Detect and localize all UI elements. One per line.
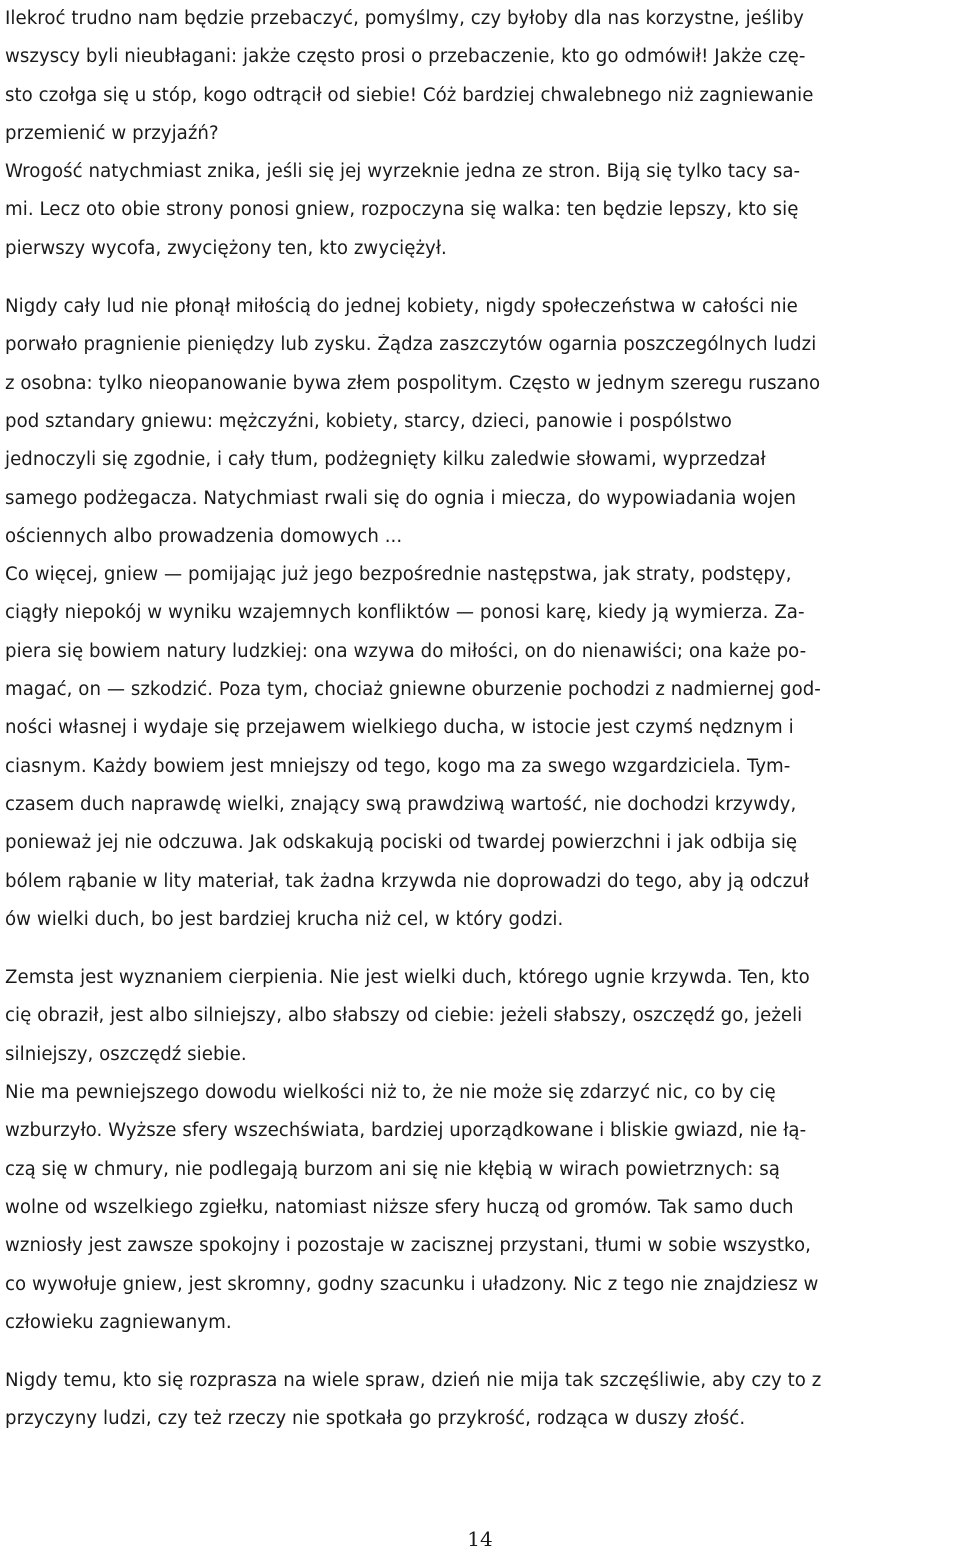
text-line: samego podżegacza. Natychmiast rwali się do ognia i miecza, do wypowiadania wojen xyxy=(5,487,797,509)
paragraph-3 xyxy=(5,959,960,1342)
text-line: wolne od wszelkiego zgiełku, natomiast niższe sfery huczą od gromów. Tak samo duch xyxy=(5,1196,794,1218)
text-line: przemienić w przyjaźń? xyxy=(5,122,219,144)
paragraph-gap xyxy=(5,939,960,959)
document-body xyxy=(5,0,960,1439)
text-line: bólem rąbanie w lity materiał, tak żadna krzywda nie doprowadzi do tego, aby ją odczuł xyxy=(5,870,809,892)
text-line: wszyscy byli nieubłagani: jakże często prosi o przebaczenie, kto go odmówił! Jakże czę- xyxy=(5,46,806,68)
text-line: ponieważ jej nie odczuwa. Jak odskakują pociski od twardej powierzchni i jak odbija się xyxy=(5,832,798,854)
text-line: czą się w chmury, nie podlegają burzom ani się nie kłębią w wirach powietrznych: są xyxy=(5,1158,780,1180)
text-line: ciasnym. Każdy bowiem jest mniejszy od tego, kogo ma za swego wzgardziciela. Tym- xyxy=(5,755,791,777)
text-line: co wywołuje gniew, jest skromny, godny szacunku i uładzony. Nic z tego nie znajdziesz w xyxy=(5,1273,819,1295)
text-line: cię obraził, jest albo silniejszy, albo słabszy od ciebie: jeżeli słabszy, oszczędź go, jeżeli xyxy=(5,1005,803,1027)
paragraph-1 xyxy=(5,0,960,268)
paragraph-2 xyxy=(5,288,960,939)
text-line: pierwszy wycofa, zwyciężony ten, kto zwyciężył. xyxy=(5,237,447,259)
text-line: z osobna: tylko nieopanowanie bywa złem pospolitym. Często w jednym szeregu ruszano xyxy=(5,372,821,394)
text-line: wzburzyło. Wyższe sfery wszechświata, bardziej uporządkowane i bliskie gwiazd, nie łą- xyxy=(5,1120,807,1142)
text-line: czasem duch naprawdę wielki, znający swą prawdziwą wartość, nie dochodzi krzywdy, xyxy=(5,793,797,815)
text-line: Zemsta jest wyznaniem cierpienia. Nie jest wielki duch, którego ugnie krzywda. Ten, kto xyxy=(5,967,810,989)
text-line: jednoczyli się zgodnie, i cały tłum, podżegnięty kilku zaledwie słowami, wyprzedzał xyxy=(5,449,766,471)
text-line: pod sztandary gniewu: mężczyźni, kobiety, starcy, dzieci, panowie i pospólstwo xyxy=(5,410,732,432)
page-number: 14 xyxy=(467,1527,493,1551)
text-line: Nigdy temu, kto się rozprasza na wiele spraw, dzień nie mija tak szczęśliwie, aby czy to z xyxy=(5,1370,822,1392)
text-line: ów wielki duch, bo jest bardziej krucha niż cel, w który godzi. xyxy=(5,908,564,930)
paragraph-4 xyxy=(5,1362,960,1439)
text-line: Nigdy cały lud nie płonął miłością do jednej kobiety, nigdy społeczeństwa w całości nie xyxy=(5,296,798,318)
text-line: Nie ma pewniejszego dowodu wielkości niż to, że nie może się zdarzyć nic, co by cię xyxy=(5,1082,776,1104)
text-line: ciągły niepokój w wyniku wzajemnych konfliktów — ponosi karę, kiedy ją wymierza. Za- xyxy=(5,602,805,624)
paragraph-gap xyxy=(5,1342,960,1362)
text-line: Ilekroć trudno nam będzie przebaczyć, pomyślmy, czy byłoby dla nas korzystne, jeśliby xyxy=(5,8,804,29)
text-line: ności własnej i wydaje się przejawem wielkiego ducha, w istocie jest czymś nędznym i xyxy=(5,717,794,739)
text-line: porwało pragnienie pieniędzy lub zysku. Żądza zaszczytów ogarnia poszczególnych ludzi xyxy=(5,334,817,356)
text-line: ościennych albo prowadzenia domowych ... xyxy=(5,525,403,547)
paragraph-gap xyxy=(5,268,960,288)
text-line: wzniosły jest zawsze spokojny i pozostaje w zacisznej przystani, tłumi w sobie wszystko, xyxy=(5,1235,811,1257)
text-line: piera się bowiem natury ludzkiej: ona wzywa do miłości, on do nienawiści; ona każe po- xyxy=(5,640,807,662)
text-line: Co więcej, gniew — pomijając już jego bezpośrednie następstwa, jak straty, podstępy, xyxy=(5,564,792,586)
text-line: człowieku zagniewanym. xyxy=(5,1311,232,1333)
text-line: silniejszy, oszczędź siebie. xyxy=(5,1043,247,1065)
text-line: magać, on — szkodzić. Poza tym, chociaż gniewne oburzenie pochodzi z nadmiernej god- xyxy=(5,679,821,701)
text-line: Wrogość natychmiast znika, jeśli się jej wyrzeknie jedna ze stron. Biją się tylko tacy sa- xyxy=(5,161,801,183)
text-line: przyczyny ludzi, czy też rzeczy nie spotkała go przykrość, rodząca w duszy złość. xyxy=(5,1408,746,1430)
text-line: sto czołga się u stóp, kogo odtrącił od siebie! Cóż bardziej chwalebnego niż zagniewanie xyxy=(5,84,814,106)
text-line: mi. Lecz oto obie strony ponosi gniew, rozpoczyna się walka: ten będzie lepszy, kto się xyxy=(5,199,799,221)
